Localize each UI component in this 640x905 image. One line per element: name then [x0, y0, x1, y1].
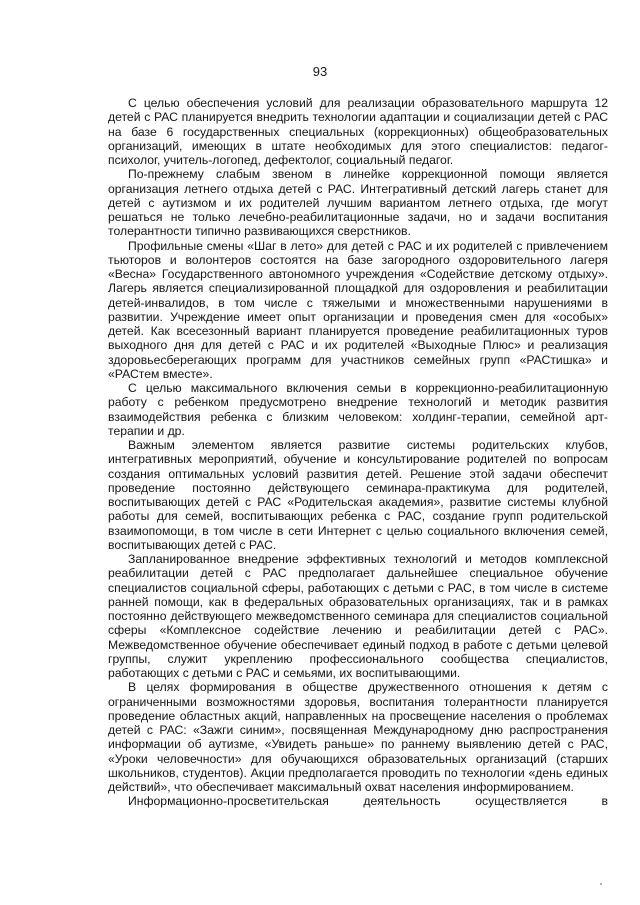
- paragraph-information-activity: Информационно-просветительская деятельность осуществляется в: [128, 794, 608, 809]
- page-number: 93: [312, 64, 328, 79]
- paragraph-profile-shifts: Профильные смены «Шаг в лето» для детей с РАС и их родителей с привлечением тьюторов и волонтеров состоятся на базе загородного оздоровительного лагеря «Весна» Государственного автономного учреждения «Содействие детскому отдыху». Лагерь является специализированной площадкой для оздоровления и реабилитации детей-инвалидов, в том числе с тяжелыми и множественными нарушениями в развитии. Учреждение имеет опыт организации и проведения смен для «особых» детей. Как всесезонный вариант планируется проведение реабилитационных туров выходного дня для детей с РАС и их родителей «Выходные Плюс» и реализация здоровьесберегающих программ для участников семейных групп «РАСтишка» и «РАСтем вместе».: [108, 238, 608, 381]
- paragraph-family-inclusion: С целью максимального включения семьи в коррекционно-реабилитационную работу с ребенком предусмотрено внедрение технологий и методик развития взаимодействия ребенка с близким человеком: холдинг-терапии, семейной арт-терапии и др.: [108, 381, 608, 438]
- scan-speck: [600, 883, 602, 885]
- paragraph-parent-clubs: Важным элементом является развитие системы родительских клубов, интегративных мероприятий, обучение и консультирование родителей по вопросам создания оптимальных условий развития детей. Решение этой задачи обеспечит проведение постоянно действующего семинара-практикума для родителей, воспитывающих детей с РАС «Родительская академия», развитие системы клубной работы для семей, воспитывающих ребенка с РАС, создание групп родительской взаимопомощи, в том числе в сети Интернет с целью социального включения семей, воспитывающих детей с РАС.: [108, 438, 608, 552]
- body-text: [108, 96, 608, 809]
- paragraph-specialist-training: Запланированное внедрение эффективных технологий и методов комплексной реабилитации детей с РАС предполагает дальнейшее специальное обучение специалистов социальной сферы, работающих с детьми с РАС, в том числе в системе ранней помощи, как в федеральных образовательных организациях, так и в рамках постоянно действующего межведомственного семинара для специалистов социальной сферы «Комплексное содействие лечению и реабилитации детей с РАС». Межведомственное обучение обеспечивает единый подход в работе с детьми целевой группы, служит укреплению профессионального сообщества специалистов, работающих с детьми с РАС и семьями, их воспитывающими.: [108, 552, 608, 680]
- paragraph-public-actions: В целях формирования в обществе дружественного отношения к детям с ограниченными возможностями здоровья, воспитания толерантности планируется проведение областных акций, направленных на просвещение населения о проблемах детей с РАС: «Зажги синим», посвященная Международному дню распространения информации об аутизме, «Увидеть раньше» по раннему выявлению детей с РАС, «Уроки человечности» для обучающихся образовательных организаций (старших школьников, студентов). Акции предполагается проводить по технологии «день единых действий», что обеспечивает максимальный охват населения информированием.: [108, 680, 608, 794]
- paragraph-summer-rest: По-прежнему слабым звеном в линейке коррекционной помощи является организация летнего отдыха детей с РАС. Интегративный детский лагерь станет для детей с аутизмом и их родителей лучшим вариантом летнего отдыха, где могут решаться не только лечебно-реабилитационные задачи, но и задачи воспитания толерантности типично развивающихся сверстников.: [108, 167, 608, 239]
- paragraph-education-route: С целью обеспечения условий для реализации образовательного маршрута 12 детей с РАС планируется внедрить технологии адаптации и социализации детей с РАС на базе 6 государственных специальных (коррекционных) общеобразовательных организаций, имеющих в штате необходимых для этого специалистов: педагог-психолог, учитель-логопед, дефектолог, социальный педагог.: [108, 96, 608, 167]
